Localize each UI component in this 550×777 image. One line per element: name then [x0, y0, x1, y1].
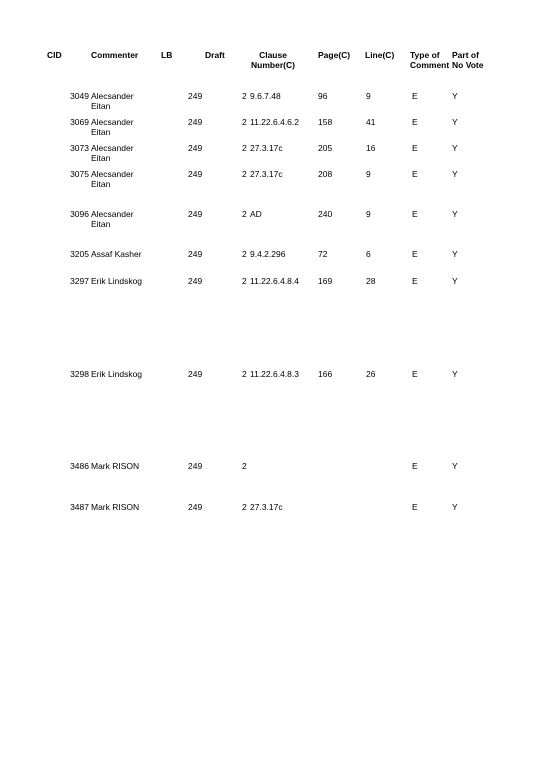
cell-draft: 2	[242, 117, 247, 127]
cell-line: 9	[366, 169, 371, 179]
cell-line: 28	[366, 276, 376, 286]
header-type-line1: Type of	[410, 50, 440, 60]
cell-lb: 249	[188, 276, 203, 286]
cell-lb: 249	[188, 369, 203, 379]
cell-draft: 2	[242, 502, 247, 512]
cell-clause: 27.3.17c	[250, 502, 283, 512]
cell-cid: 3049	[70, 91, 89, 101]
cell-page: 158	[318, 117, 333, 127]
cell-type: E	[412, 249, 418, 259]
cell-draft: 2	[242, 143, 247, 153]
cell-page: 208	[318, 169, 333, 179]
cell-line: 9	[366, 91, 371, 101]
cell-commenter: Mark RISON	[91, 502, 140, 512]
cell-line: 6	[366, 249, 371, 259]
cell-draft: 2	[242, 276, 247, 286]
header-lb: LB	[161, 50, 173, 60]
cell-lb: 249	[188, 91, 203, 101]
cell-commenter	[91, 117, 161, 137]
cell-cid: 3069	[70, 117, 89, 127]
cell-draft: 2	[242, 369, 247, 379]
cell-type: E	[412, 117, 418, 127]
header-page: Page(C)	[318, 50, 351, 60]
commenter-line1: Alecsander	[91, 91, 134, 101]
cell-no-vote: Y	[452, 117, 458, 127]
cell-lb: 249	[188, 249, 203, 259]
cell-page: 96	[318, 91, 328, 101]
cell-cid: 3096	[70, 209, 89, 219]
cell-lb: 249	[188, 209, 203, 219]
cell-draft: 2	[242, 249, 247, 259]
cell-type: E	[412, 169, 418, 179]
cell-cid: 3487	[70, 502, 89, 512]
cell-type: E	[412, 276, 418, 286]
cell-no-vote: Y	[452, 169, 458, 179]
cell-clause: 9.4.2.296	[250, 249, 286, 259]
cell-page: 169	[318, 276, 333, 286]
cell-clause: 11.22.6.4.8.3	[250, 369, 299, 379]
cell-draft: 2	[242, 91, 247, 101]
cell-no-vote: Y	[452, 502, 458, 512]
header-type	[410, 50, 449, 70]
header-clause-line1: Clause	[259, 50, 287, 60]
cell-clause: 11.22.6.4.8.4	[250, 276, 299, 286]
cell-page: 205	[318, 143, 333, 153]
cell-lb: 249	[188, 502, 203, 512]
cell-clause: 9.6.7.48	[250, 91, 281, 101]
cell-cid: 3297	[70, 276, 89, 286]
commenter-line2: Eitan	[91, 127, 111, 137]
cell-type: E	[412, 502, 418, 512]
commenter-line2: Eitan	[91, 219, 111, 229]
header-part-line1: Part of	[452, 50, 479, 60]
header-cid: CID	[47, 50, 62, 60]
cell-page: 240	[318, 209, 333, 219]
cell-line: 9	[366, 209, 371, 219]
cell-type: E	[412, 369, 418, 379]
header-line: Line(C)	[365, 50, 395, 60]
cell-commenter: Erik Lindskog	[91, 369, 143, 379]
cell-cid: 3075	[70, 169, 89, 179]
cell-clause: 27.3.17c	[250, 143, 283, 153]
commenter-line1: Alecsander	[91, 117, 134, 127]
cell-no-vote: Y	[452, 249, 458, 259]
cell-lb: 249	[188, 143, 203, 153]
header-part-of-no-vote	[452, 50, 483, 70]
cell-commenter	[91, 169, 161, 189]
cell-draft: 2	[242, 209, 247, 219]
cell-commenter: Erik Lindskog	[91, 276, 143, 286]
cell-type: E	[412, 461, 418, 471]
commenter-line2: Eitan	[91, 153, 111, 163]
cell-commenter: Mark RISON	[91, 461, 140, 471]
header-draft: Draft	[205, 50, 225, 60]
cell-lb: 249	[188, 117, 203, 127]
cell-line: 26	[366, 369, 376, 379]
cell-no-vote: Y	[452, 461, 458, 471]
cell-cid: 3205	[70, 249, 89, 259]
commenter-line2: Eitan	[91, 101, 111, 111]
cell-type: E	[412, 209, 418, 219]
cell-commenter	[91, 143, 161, 163]
header-clause-line2: Number(C)	[251, 60, 295, 70]
commenter-line2: Eitan	[91, 179, 111, 189]
cell-clause: 11.22.6.4.6.2	[250, 117, 299, 127]
header-clause	[248, 50, 298, 70]
cell-no-vote: Y	[452, 209, 458, 219]
cell-no-vote: Y	[452, 143, 458, 153]
cell-lb: 249	[188, 169, 203, 179]
cell-commenter	[91, 91, 161, 111]
cell-commenter: Assaf Kasher	[91, 249, 142, 259]
header-type-line2: Comment	[410, 60, 450, 70]
cell-line: 16	[366, 143, 376, 153]
cell-cid: 3073	[70, 143, 89, 153]
commenter-line1: Alecsander	[91, 143, 134, 153]
cell-type: E	[412, 91, 418, 101]
cell-type: E	[412, 143, 418, 153]
cell-lb: 249	[188, 461, 203, 471]
cell-line: 41	[366, 117, 376, 127]
cell-no-vote: Y	[452, 91, 458, 101]
commenter-line1: Alecsander	[91, 169, 134, 179]
cell-clause: AD	[250, 209, 262, 219]
header-part-line2: No Vote	[452, 60, 484, 70]
cell-clause: 27.3.17c	[250, 169, 283, 179]
cell-page: 72	[318, 249, 328, 259]
cell-commenter	[91, 209, 161, 229]
cell-cid: 3486	[70, 461, 89, 471]
commenter-line1: Alecsander	[91, 209, 134, 219]
cell-no-vote: Y	[452, 276, 458, 286]
cell-page: 166	[318, 369, 333, 379]
header-commenter: Commenter	[91, 50, 139, 60]
cell-draft: 2	[242, 169, 247, 179]
cell-no-vote: Y	[452, 369, 458, 379]
cell-cid: 3298	[70, 369, 89, 379]
cell-draft: 2	[242, 461, 247, 471]
